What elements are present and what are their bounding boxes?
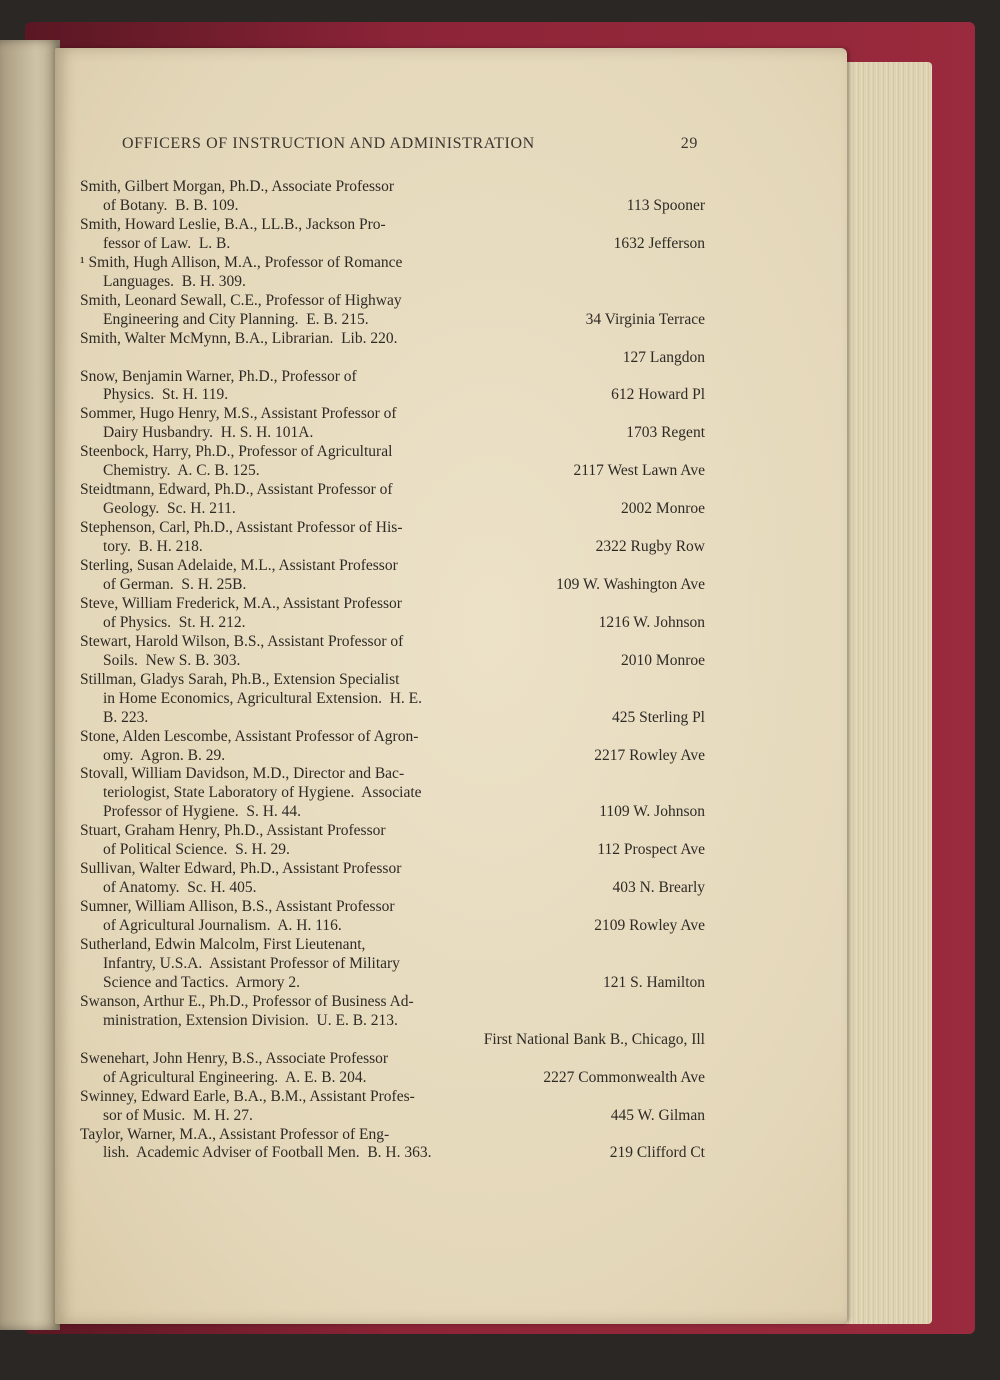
entry-continuation-line	[103, 385, 705, 405]
entry-text: Science and Tactics. Armory 2.	[103, 973, 301, 991]
entry-address: 1109 W. Johnson	[599, 803, 705, 821]
entry-continuation-line	[103, 689, 705, 709]
entry-name-line	[80, 404, 705, 424]
entry-text: of Botany. B. B. 109.	[103, 196, 239, 214]
entry-name-line	[80, 992, 705, 1012]
entry-text: Stewart, Harold Wilson, B.S., Assistant Professor of	[80, 632, 404, 650]
entry-continuation-line	[103, 613, 705, 633]
entry-text: Smith, Gilbert Morgan, Ph.D., Associate Professor	[80, 178, 395, 195]
entry-text: Swenehart, John Henry, B.S., Associate Professor	[80, 1049, 389, 1067]
entry-address: 121 S. Hamilton	[602, 973, 705, 991]
entry-text: Steenbock, Harry, Ph.D., Professor of Agricultural	[80, 443, 393, 461]
entry-name-line	[80, 859, 705, 879]
entry-continuation-line	[103, 234, 705, 254]
entry-name-line	[80, 764, 705, 784]
entry-continuation-line	[103, 196, 705, 216]
entry-name-line	[80, 442, 705, 462]
entry-continuation-line	[103, 1068, 705, 1088]
entry-continuation-line	[103, 783, 705, 803]
entry-name-line	[80, 1125, 705, 1145]
entry-address: 1703 Regent	[626, 424, 705, 442]
running-head-title: OFFICERS OF INSTRUCTION AND ADMINISTRATION	[122, 135, 535, 152]
entry-continuation-line	[103, 1106, 705, 1126]
entry-name-line	[80, 727, 705, 747]
entry-text: Sommer, Hugo Henry, M.S., Assistant Professor of	[80, 405, 397, 423]
entry-text: Dairy Husbandry. H. S. H. 101A.	[103, 424, 314, 442]
entry-continuation-line	[103, 802, 705, 822]
entry-text: Chemistry. A. C. B. 125.	[103, 462, 260, 480]
entry-name-line	[80, 594, 705, 614]
entry-address: 34 Virginia Terrace	[585, 310, 705, 328]
entry-text: sor of Music. M. H. 27.	[103, 1106, 253, 1124]
entry-continuation-line	[103, 1143, 705, 1163]
entry-text: lish. Academic Adviser of Football Men. B. H. 363.	[103, 1144, 432, 1162]
entry-name-line	[80, 821, 705, 841]
entry-continuation-line	[103, 840, 705, 860]
entry-text: Professor of Hygiene. S. H. 44.	[103, 803, 302, 821]
entry-text: Stillman, Gladys Sarah, Ph.B., Extension Specialist	[80, 670, 400, 688]
entry-address: 2322 Rugby Row	[595, 538, 705, 556]
entry-text: Swanson, Arthur E., Ph.D., Professor of Business Ad-	[80, 992, 414, 1010]
entry-address: 2002 Monroe	[621, 500, 705, 518]
entry-address: 1632 Jefferson	[613, 234, 705, 252]
entry-name-line	[80, 367, 705, 387]
entry-text: ministration, Extension Division. U. E. B. 213.	[103, 1011, 398, 1029]
entry-name-line	[80, 177, 705, 197]
entry-text: Stephenson, Carl, Ph.D., Assistant Professor of His-	[80, 519, 403, 537]
entry-address-line	[103, 348, 705, 368]
entry-continuation-line	[103, 1011, 705, 1031]
entry-text: of Physics. St. H. 212.	[103, 613, 246, 631]
entry-address: 403 N. Brearly	[612, 879, 705, 897]
entry-continuation-line	[103, 878, 705, 898]
entry-name-line	[80, 329, 705, 349]
entry-text: Stone, Alden Lescombe, Assistant Professor of Agron-	[80, 727, 419, 745]
entry-address: 112 Prospect Ave	[597, 841, 705, 859]
entry-text: omy. Agron. B. 29.	[103, 746, 226, 764]
entry-text: Smith, Leonard Sewall, C.E., Professor of Highway	[80, 291, 402, 309]
entry-address: 2117 West Lawn Ave	[573, 462, 705, 480]
entry-address-line	[103, 1030, 705, 1050]
entry-address: First National Bank B., Chicago, Ill	[483, 1030, 705, 1048]
entry-name-line	[80, 215, 705, 235]
entry-address: 612 Howard Pl	[611, 386, 705, 404]
entry-continuation-line	[103, 537, 705, 557]
entry-name-line	[80, 897, 705, 917]
running-head	[122, 135, 698, 159]
entry-text: of Agricultural Journalism. A. H. 116.	[103, 917, 342, 935]
entry-text: Sutherland, Edwin Malcolm, First Lieutenant,	[80, 936, 366, 953]
entry-text: B. 223.	[103, 708, 149, 726]
entry-text: fessor of Law. L. B.	[103, 234, 231, 252]
entry-text: Taylor, Warner, M.A., Assistant Professor of Eng-	[80, 1125, 390, 1143]
entry-address: 425 Sterling Pl	[611, 708, 705, 726]
entry-continuation-line	[103, 310, 705, 330]
entry-text: Snow, Benjamin Warner, Ph.D., Professor of	[80, 367, 357, 385]
entry-continuation-line	[103, 954, 705, 974]
entry-address: 2217 Rowley Ave	[594, 746, 705, 764]
entry-text: Swinney, Edward Earle, B.A., B.M., Assistant Profes-	[80, 1087, 415, 1105]
entry-text: Infantry, U.S.A. Assistant Professor of Military	[103, 954, 400, 972]
entry-continuation-line	[103, 651, 705, 671]
entry-text: Stovall, William Davidson, M.D., Director and Bac-	[80, 765, 405, 783]
entry-text: of Agricultural Engineering. A. E. B. 204.	[103, 1068, 367, 1086]
entry-text: Steidtmann, Edward, Ph.D., Assistant Professor of	[80, 481, 393, 499]
entry-continuation-line	[103, 499, 705, 519]
entry-text: Physics. St. H. 119.	[103, 386, 229, 404]
entry-continuation-line	[103, 916, 705, 936]
previous-page-edge	[0, 40, 60, 1330]
entry-text: Smith, Walter McMynn, B.A., Librarian. Lib. 220.	[80, 329, 398, 347]
entry-address: 219 Clifford Ct	[609, 1144, 705, 1162]
entry-text: Sumner, William Allison, B.S., Assistant Professor	[80, 898, 395, 916]
entry-name-line	[80, 556, 705, 576]
page-edges	[840, 62, 932, 1324]
entry-name-line	[80, 291, 705, 311]
entry-text: Sterling, Susan Adelaide, M.L., Assistant Professor	[80, 557, 398, 574]
entry-address: 2109 Rowley Ave	[594, 917, 705, 935]
entry-address: 445 W. Gilman	[610, 1106, 705, 1124]
entry-name-line	[80, 1087, 705, 1107]
entry-text: of German. S. H. 25B.	[103, 575, 247, 593]
entry-text: Steve, William Frederick, M.A., Assistant Professor	[80, 594, 402, 612]
entry-continuation-line	[103, 461, 705, 481]
entry-continuation-line	[103, 708, 705, 728]
page-number: 29	[680, 135, 698, 152]
entry-continuation-line	[103, 575, 705, 595]
entry-name-line	[80, 1049, 705, 1069]
entry-text: ¹ Smith, Hugh Allison, M.A., Professor of Romance	[80, 253, 403, 271]
entry-name-line	[80, 253, 705, 273]
entry-continuation-line	[103, 746, 705, 766]
entry-name-line	[80, 670, 705, 690]
entry-text: teriologist, State Laboratory of Hygiene. Associate	[103, 784, 422, 802]
entry-text: tory. B. H. 218.	[103, 538, 203, 556]
entry-name-line	[80, 632, 705, 652]
entry-text: Soils. New S. B. 303.	[103, 651, 241, 669]
entry-text: Stuart, Graham Henry, Ph.D., Assistant Professor	[80, 822, 386, 840]
entry-text: of Political Science. S. H. 29.	[103, 841, 290, 859]
entry-name-line	[80, 518, 705, 538]
entry-address: 109 W. Washington Ave	[556, 575, 705, 593]
entry-continuation-line	[103, 423, 705, 443]
entry-address: 127 Langdon	[622, 348, 705, 366]
entry-address: 2227 Commonwealth Ave	[543, 1068, 705, 1086]
entry-address: 113 Spooner	[626, 196, 705, 214]
entry-text: in Home Economics, Agricultural Extension. H. E.	[103, 689, 422, 707]
entry-text: Geology. Sc. H. 211.	[103, 500, 236, 518]
entry-text: Smith, Howard Leslie, B.A., LL.B., Jackson Pro-	[80, 215, 386, 233]
entry-name-line	[80, 935, 705, 955]
entry-text: Languages. B. H. 309.	[103, 272, 246, 290]
entry-text: Engineering and City Planning. E. B. 215.	[103, 310, 369, 328]
entry-text: Sullivan, Walter Edward, Ph.D., Assistant Professor	[80, 860, 402, 878]
entry-text: of Anatomy. Sc. H. 405.	[103, 879, 257, 897]
entry-continuation-line	[103, 272, 705, 292]
entry-address: 2010 Monroe	[621, 651, 705, 669]
entry-address: 1216 W. Johnson	[598, 613, 705, 631]
entry-continuation-line	[103, 973, 705, 993]
entry-name-line	[80, 480, 705, 500]
